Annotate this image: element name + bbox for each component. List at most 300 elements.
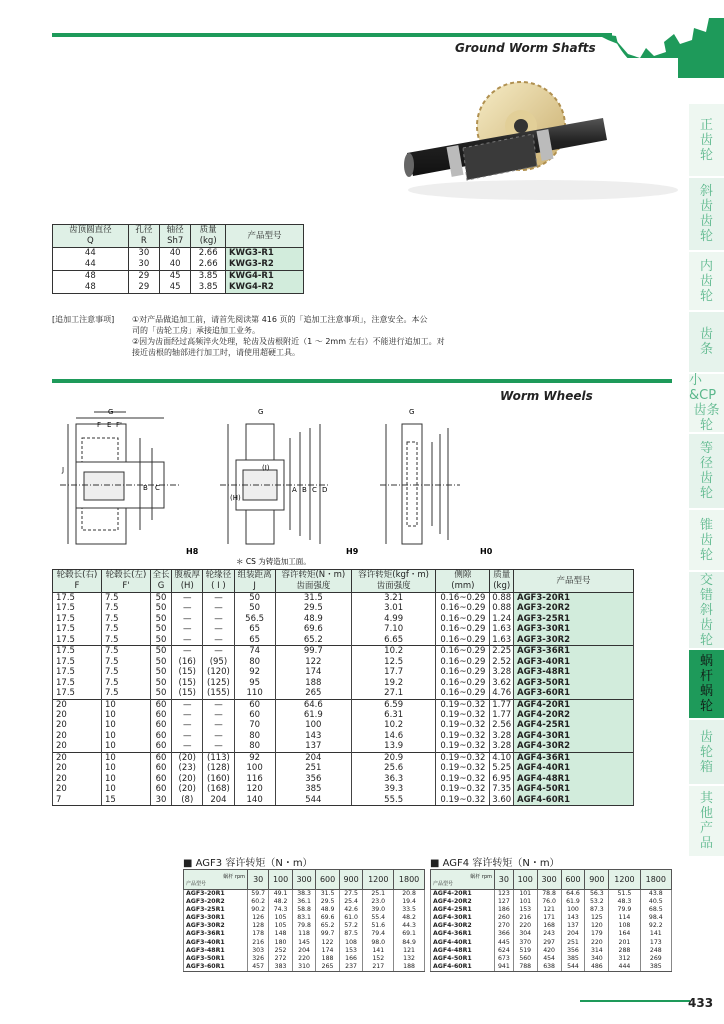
model-cell: AGF3-50R1 [514, 678, 634, 688]
table-cell: — [203, 614, 234, 624]
torque-cell: 178 [248, 930, 269, 938]
table-row [53, 624, 634, 634]
torque-cell: 51.6 [363, 922, 394, 930]
table-cell: 2.66 [191, 248, 226, 260]
torque-cell: 173 [640, 939, 671, 947]
torque-cell: 56.3 [585, 890, 609, 899]
table-row [431, 939, 672, 947]
table-cell: 60 [150, 731, 171, 741]
model-cell: AGF4-20R2 [514, 710, 634, 720]
col-header [150, 570, 171, 593]
table-cell: 3.85 [191, 282, 226, 294]
table-cell: (8) [172, 795, 203, 806]
table-cell: 204 [203, 795, 234, 806]
table-row [53, 720, 634, 730]
table-cell: 10.2 [351, 720, 435, 730]
table-cell: 3.60 [490, 795, 514, 806]
torque-cell: 69.6 [316, 914, 340, 922]
table-cell: 60 [150, 763, 171, 773]
torque-cell: 673 [495, 955, 514, 963]
torque-cell: 27.5 [339, 890, 363, 899]
table-cell: 544 [275, 795, 351, 806]
label-g-h9: G [258, 408, 264, 416]
sidebar-tab[interactable] [689, 650, 724, 718]
torque-cell: 454 [537, 955, 561, 963]
torque-cell: 69.1 [394, 930, 425, 938]
torque-cell: 101 [513, 890, 537, 899]
table-row [53, 763, 634, 773]
table-row [184, 930, 425, 938]
table-cell: — [172, 624, 203, 634]
table-cell: 61.9 [275, 710, 351, 720]
worm-wheel-drawings [40, 402, 500, 567]
sidebar-tab[interactable] [689, 374, 724, 432]
model-cell: AGF4-20R1 [514, 699, 634, 710]
table-cell: 10 [101, 784, 150, 794]
table-cell: 0.19~0.32 [436, 784, 490, 794]
col-model: 产品型号 [226, 225, 304, 248]
table-cell: 0.88 [490, 593, 514, 604]
table-row [53, 741, 634, 752]
torque-cell: 79.4 [363, 930, 394, 938]
torque-cell: 220 [585, 939, 609, 947]
table-cell: 60 [150, 784, 171, 794]
section-rule [52, 379, 672, 383]
table-cell: 10 [101, 763, 150, 773]
table-cell: 50 [150, 678, 171, 688]
torque-cell: 941 [495, 963, 514, 972]
table-cell: 40 [160, 248, 191, 260]
sidebar-char: 蜗 [699, 684, 713, 699]
torque-cell: 64.6 [561, 890, 585, 899]
model-cell: AGF4-50R1 [431, 955, 495, 963]
table-cell: 0.19~0.32 [436, 795, 490, 806]
sidebar-tab[interactable] [689, 510, 724, 570]
table-cell: 4.76 [490, 688, 514, 699]
table-cell: 60 [234, 699, 275, 710]
table-row [184, 922, 425, 930]
table-cell: 92 [234, 752, 275, 763]
torque-cell: 121 [537, 906, 561, 914]
table-cell: — [203, 635, 234, 646]
table-cell: 10 [101, 741, 150, 752]
torque-cell: 252 [269, 947, 293, 955]
model-cell: AGF4-48R1 [431, 947, 495, 955]
sidebar-char: 齿 [699, 327, 713, 342]
table-cell: 50 [150, 603, 171, 613]
table-cell: 17.5 [53, 593, 102, 604]
header-top: 容许转矩(kgf・m) [358, 570, 429, 580]
label-h8: H8 [186, 547, 199, 556]
torque-cell: 48.9 [316, 906, 340, 914]
table-cell: 3.21 [351, 593, 435, 604]
table-cell: 1.63 [490, 624, 514, 634]
torque-cell: 174 [316, 947, 340, 955]
table-cell: 55.5 [351, 795, 435, 806]
table-cell: 50 [150, 688, 171, 699]
model-cell: AGF4-25R1 [514, 720, 634, 730]
table-cell: 0.16~0.29 [436, 667, 490, 677]
table-cell: 64.6 [275, 699, 351, 710]
torque-cell: 132 [394, 955, 425, 963]
model-cell: AGF3-20R2 [184, 898, 248, 906]
table-cell: (23) [172, 763, 203, 773]
torque-cell: 43.8 [640, 890, 671, 899]
model-cell: AGF4-60R1 [514, 795, 634, 806]
label-h: (H) [230, 494, 241, 502]
model-cell: AGF4-40R1 [431, 939, 495, 947]
sidebar-tab[interactable] [689, 786, 724, 856]
table-cell: 92 [234, 667, 275, 677]
torque-cell: 123 [495, 890, 514, 899]
table-cell: 50 [150, 646, 171, 657]
table-cell: — [172, 646, 203, 657]
torque-cell: 297 [537, 939, 561, 947]
table-cell: 20.9 [351, 752, 435, 763]
table-row [53, 614, 634, 624]
torque-cell: 143 [561, 914, 585, 922]
torque-cell: 118 [292, 930, 316, 938]
corner-header [184, 870, 248, 890]
table-cell: 20 [53, 763, 102, 773]
torque-cell: 100 [561, 906, 585, 914]
torque-cell: 180 [269, 939, 293, 947]
table-cell: 0.19~0.32 [436, 710, 490, 720]
sidebar-char: 轮 [699, 699, 713, 714]
table-cell: 48 [53, 282, 129, 294]
torque-cell: 141 [640, 930, 671, 938]
table-cell: 31.5 [275, 593, 351, 604]
header-bot: (kg) [493, 581, 511, 591]
table-cell: 48 [53, 271, 129, 283]
label-b: B [143, 484, 148, 492]
table-cell: 251 [275, 763, 351, 773]
header-top: 侧隙 [454, 570, 472, 580]
torque-cell: 420 [537, 947, 561, 955]
label-h0: H0 [480, 547, 493, 556]
torque-cell: 168 [537, 922, 561, 930]
table-cell: — [203, 731, 234, 741]
page-title: Ground Worm Shafts [455, 41, 596, 55]
speed-header: 100 [513, 870, 537, 890]
table-cell: 56.5 [234, 614, 275, 624]
torque-cell: 74.3 [269, 906, 293, 914]
speed-header: 30 [495, 870, 514, 890]
torque-cell: 31.5 [316, 890, 340, 899]
table-cell: 3.28 [490, 731, 514, 741]
table-cell: 50 [234, 593, 275, 604]
torque-cell: 204 [292, 947, 316, 955]
table-cell: 95 [234, 678, 275, 688]
col-header [203, 570, 234, 593]
table-cell: (125) [203, 678, 234, 688]
table-cell: — [172, 699, 203, 710]
table-cell: 70 [234, 720, 275, 730]
sidebar-char: 蜗 [699, 654, 713, 669]
header-bot: 齿面强度 [296, 581, 331, 591]
page-number: 433 [688, 996, 714, 1010]
table-cell: 1.24 [490, 614, 514, 624]
table-row [431, 914, 672, 922]
torque-cell: 40.5 [640, 898, 671, 906]
header-bot: J [253, 581, 256, 591]
torque-cell: 125 [585, 914, 609, 922]
table-cell: (15) [172, 678, 203, 688]
table-cell: 60 [150, 720, 171, 730]
table-cell: 50 [150, 593, 171, 604]
model-cell: AGF3-20R1 [184, 890, 248, 899]
table-cell: (128) [203, 763, 234, 773]
torque-cell: 29.5 [316, 898, 340, 906]
table-cell: 0.19~0.32 [436, 741, 490, 752]
table-cell: — [172, 593, 203, 604]
table-cell: (155) [203, 688, 234, 699]
table-row [53, 282, 304, 294]
sidebar-tab[interactable] [689, 178, 724, 250]
speed-header: 1200 [363, 870, 394, 890]
table-cell: 60 [150, 699, 171, 710]
table-cell: 0.19~0.32 [436, 731, 490, 741]
table-row [53, 731, 634, 741]
table-cell: 99.7 [275, 646, 351, 657]
table-cell: 3.28 [490, 741, 514, 752]
table-cell: 17.5 [53, 635, 102, 646]
sidebar-tab[interactable] [689, 252, 724, 310]
table-cell: 0.16~0.29 [436, 688, 490, 699]
label-i: (I) [262, 464, 270, 472]
table-row [431, 930, 672, 938]
torque-cell: 39.0 [363, 906, 394, 914]
table-cell: 65.2 [275, 635, 351, 646]
sidebar-char: 轮 [699, 547, 713, 563]
table-cell: 4.10 [490, 752, 514, 763]
torque-cell: 486 [585, 963, 609, 972]
torque-cell: 145 [292, 939, 316, 947]
table-cell: 7.5 [101, 667, 150, 677]
table-cell: 100 [234, 763, 275, 773]
table-cell: 0.16~0.29 [436, 624, 490, 634]
table-cell: 20 [53, 731, 102, 741]
torque-cell: 638 [537, 963, 561, 972]
table-cell: 0.16~0.29 [436, 657, 490, 667]
table-cell: 17.5 [53, 657, 102, 667]
torque-cell: 141 [363, 947, 394, 955]
torque-cell: 544 [561, 963, 585, 972]
torque-cell: 108 [339, 939, 363, 947]
agf4-torque-table [430, 869, 672, 972]
table-row [53, 688, 634, 699]
model-cell: AGF4-60R1 [431, 963, 495, 972]
header-top: 容许转矩(N・m) [281, 570, 346, 580]
table-cell: 6.31 [351, 710, 435, 720]
table-cell: 7.5 [101, 678, 150, 688]
torque-cell: 186 [495, 906, 514, 914]
sidebar-char: 小&CP [689, 373, 717, 403]
sidebar-char: 斜 [699, 602, 713, 618]
table-cell: 17.5 [53, 678, 102, 688]
table-cell: 100 [275, 720, 351, 730]
table-row [53, 710, 634, 720]
table-cell: 10 [101, 731, 150, 741]
table-cell: 15 [101, 795, 150, 806]
sidebar-char: 齿 [699, 273, 713, 289]
torque-cell: 105 [269, 914, 293, 922]
table-cell: 3.62 [490, 678, 514, 688]
torque-cell: 303 [248, 947, 269, 955]
table-row [53, 795, 634, 806]
table-row [431, 955, 672, 963]
label-d: D [322, 486, 328, 494]
sidebar-tab[interactable] [689, 720, 724, 784]
torque-cell: 326 [248, 955, 269, 963]
torque-cell: 60.2 [248, 898, 269, 906]
header-bot: (H) [180, 581, 194, 591]
table-row [184, 947, 425, 955]
torque-cell: 624 [495, 947, 514, 955]
table-cell: 6.59 [351, 699, 435, 710]
header-top: 腹板厚 [174, 570, 200, 580]
table-cell: 4.99 [351, 614, 435, 624]
footer-rule [580, 1000, 690, 1002]
sidebar-tab[interactable] [689, 312, 724, 372]
table-cell: 30 [150, 795, 171, 806]
sidebar-char: 锥 [699, 517, 713, 533]
torque-cell: 445 [495, 939, 514, 947]
table-cell: — [203, 699, 234, 710]
table-cell: 30 [128, 248, 159, 260]
table-cell: 7.5 [101, 593, 150, 604]
table-cell: (113) [203, 752, 234, 763]
torque-cell: 61.0 [339, 914, 363, 922]
table-cell: 143 [275, 731, 351, 741]
table-cell: 3.85 [191, 271, 226, 283]
header-bot: F [74, 581, 80, 591]
sidebar-tab[interactable] [689, 572, 724, 648]
table-cell: — [203, 603, 234, 613]
torque-cell: 61.9 [561, 898, 585, 906]
section-title: Worm Wheels [500, 389, 593, 403]
table-cell: 1.77 [490, 699, 514, 710]
agf3-torque-table [183, 869, 425, 972]
torque-cell: 25.1 [363, 890, 394, 899]
table-row [53, 699, 634, 710]
table-cell: 0.16~0.29 [436, 593, 490, 604]
table-cell: (15) [172, 667, 203, 677]
table-cell: 27.1 [351, 688, 435, 699]
col-s: 轴径 Sh7 [160, 225, 191, 248]
torque-cell: 48.2 [394, 914, 425, 922]
torque-cell: 57.2 [339, 922, 363, 930]
model-cell: AGF3-30R2 [514, 635, 634, 646]
torque-cell: 36.1 [292, 898, 316, 906]
sidebar-char: 轮 [699, 632, 713, 648]
table-cell: (15) [172, 688, 203, 699]
sidebar-char: 其 [699, 791, 713, 806]
table-cell: 140 [234, 795, 275, 806]
sidebar-tab[interactable] [689, 434, 724, 508]
table-cell: 19.2 [351, 678, 435, 688]
sidebar-tab[interactable] [689, 104, 724, 176]
drawing-h8 [60, 412, 180, 544]
torque-cell: 385 [640, 963, 671, 972]
table-cell: 174 [275, 667, 351, 677]
torque-cell: 68.5 [640, 906, 671, 914]
table-cell: 10 [101, 774, 150, 784]
model-cell: AGF3-40R1 [514, 657, 634, 667]
torque-cell: 201 [609, 939, 640, 947]
torque-cell: 49.1 [269, 890, 293, 899]
model-cell: AGF4-25R1 [431, 906, 495, 914]
table-cell: 3.28 [490, 667, 514, 677]
table-cell: 60 [234, 710, 275, 720]
torque-cell: 220 [292, 955, 316, 963]
speed-header: 300 [292, 870, 316, 890]
torque-cell: 23.0 [363, 898, 394, 906]
sidebar-char: 箱 [699, 759, 713, 775]
speed-header: 900 [339, 870, 363, 890]
table-cell: 29 [128, 282, 159, 294]
torque-cell: 370 [513, 939, 537, 947]
torque-cell: 366 [495, 930, 514, 938]
sidebar-char: 内 [699, 258, 713, 274]
table-row [431, 922, 672, 930]
table-cell: 29 [128, 271, 159, 283]
speed-header: 600 [561, 870, 585, 890]
model-label: 产品型号 [433, 880, 454, 887]
table-cell: — [172, 720, 203, 730]
table-cell: 65 [234, 635, 275, 646]
label-c-h9: C [312, 486, 317, 494]
model-cell: AGF3-60R1 [184, 963, 248, 972]
torque-cell: 98.0 [363, 939, 394, 947]
table-cell: 0.19~0.32 [436, 774, 490, 784]
torque-cell: 55.4 [363, 914, 394, 922]
table-cell: 265 [275, 688, 351, 699]
table-cell: 10.2 [351, 646, 435, 657]
table-row [53, 248, 304, 260]
table-cell: 120 [234, 784, 275, 794]
table-cell: — [203, 741, 234, 752]
label-h9: H9 [346, 547, 359, 556]
model-cell: AGF4-36R1 [431, 930, 495, 938]
table-row [184, 955, 425, 963]
torque-cell: 59.7 [248, 890, 269, 899]
table-cell: — [172, 603, 203, 613]
torque-cell: 83.1 [292, 914, 316, 922]
table-cell: 2.25 [490, 646, 514, 657]
table-cell: 20 [53, 699, 102, 710]
table-cell: 13.9 [351, 741, 435, 752]
torque-cell: 148 [269, 930, 293, 938]
table-cell: 80 [234, 741, 275, 752]
torque-cell: 79.9 [609, 906, 640, 914]
torque-cell: 19.4 [394, 898, 425, 906]
model-cell: AGF3-20R1 [514, 593, 634, 604]
torque-cell: 76.0 [537, 898, 561, 906]
torque-cell: 87.3 [585, 906, 609, 914]
col-model: 产品型号 [514, 570, 634, 593]
torque-cell: 269 [640, 955, 671, 963]
sidebar-char: 齿 [699, 199, 713, 214]
col-header [351, 570, 435, 593]
sidebar-char: 轮 [699, 486, 713, 501]
torque-cell: 251 [561, 939, 585, 947]
table-row [53, 657, 634, 667]
model-cell: KWG3-R1 [226, 248, 304, 260]
table-cell: 40 [160, 259, 191, 271]
label-j: J [62, 466, 65, 474]
torque-cell: 99.7 [316, 930, 340, 938]
